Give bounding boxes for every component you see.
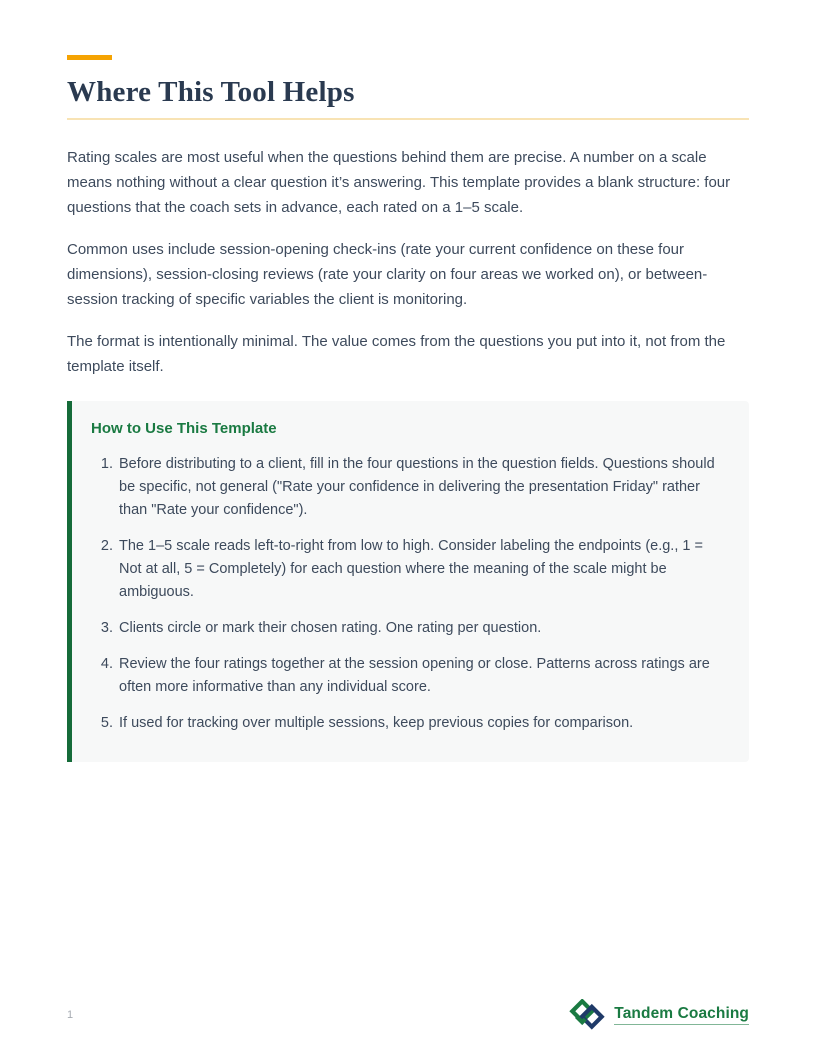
callout-step-4: 4. Review the four ratings together at the session opening or close. Patterns across ratings are often more informative than any individual score. — [117, 653, 725, 699]
intro-paragraph-1: Rating scales are most useful when the questions behind them are precise. A number on a scale means nothing without a clear question it’s answering. This template provides a blank structure: four questions that the coach sets in advance, each rated on a 1–5 scale. — [67, 149, 731, 216]
callout-step-2: 2. The 1–5 scale reads left-to-right from low to high. Consider labeling the endpoints (e.g., 1 = Not at all, 5 = Completely) for each question where the meaning of the scale might be ambiguous. — [117, 535, 725, 604]
callout-step-1: 1. Before distributing to a client, fill in the four questions in the question fields. Questions should be specific, not general ("Rate your confidence in delivering the presentation Friday" rather than "Rate your confidence"). — [117, 453, 725, 522]
brand-logo-link[interactable] — [569, 999, 749, 1030]
callout-step-list — [91, 453, 725, 735]
callout-step-3: 3. Clients circle or mark their chosen rating. One rating per question. — [117, 617, 725, 640]
page-title: Where This Tool Helps — [67, 77, 749, 120]
accent-bar — [67, 55, 112, 60]
intro-paragraph-2: Common uses include session-opening check-ins (rate your current confidence on these four dimensions), session-closing reviews (rate your clarity on four areas we worked on), or between-session tracking of specific variables the client is monitoring. — [67, 241, 708, 308]
intro-paragraph-3: The format is intentionally minimal. The value comes from the questions you put into it, not from the template itself. — [67, 333, 726, 375]
how-to-callout — [67, 401, 749, 762]
brand-name: Tandem Coaching — [614, 1005, 749, 1025]
callout-heading: How to Use This Template — [91, 420, 277, 437]
callout-step-5: 5. If used for tracking over multiple sessions, keep previous copies for comparison. — [117, 712, 725, 735]
body-copy — [67, 145, 749, 762]
page-number: 1 — [67, 1008, 74, 1021]
page-header — [67, 55, 749, 120]
page-footer — [67, 999, 749, 1030]
tandem-diamonds-icon — [569, 999, 606, 1030]
